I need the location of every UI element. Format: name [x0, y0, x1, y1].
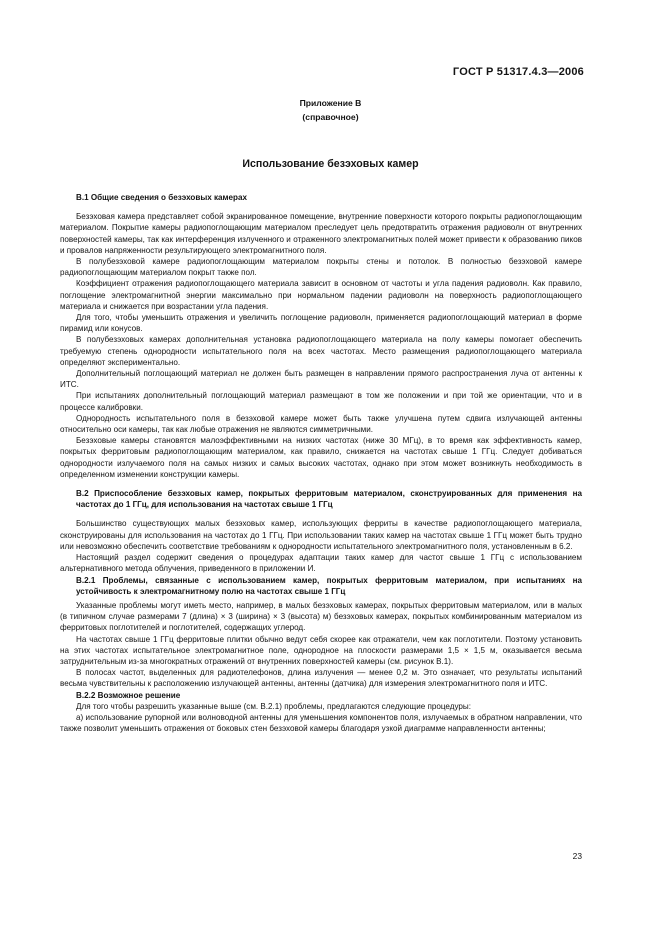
section-heading-b22: В.2.2 Возможное решение: [76, 690, 181, 700]
paragraph: Указанные проблемы могут иметь место, например, в малых безэховых камерах, покрытых ферритовым материалом, или в малых (в типичном случае размерами 7 (длина) × 3 (ширина) × 3 (высота) м) безэховых камерах, покрытых комбинированным материалом из ферритовых поглотителей и поглотителей, содержащих углерод.: [60, 600, 582, 633]
appendix-subtitle: (справочное): [302, 112, 359, 122]
appendix-label: [0, 96, 661, 124]
paragraph: Безэховые камеры становятся малоэффективными на низких частотах (ниже 30 МГц), в то время как эффективность камер, покрытых ферритовым радиопоглощающим материалом, как правило, снижается на частотах свыше 1 ГГц. Следует добиваться однородности излучаемого поля на самых низких и самых высоких частотах, однако при этом может возникнуть необходимость в определенном изменении конструкции камеры.: [60, 436, 582, 479]
paragraph: Большинство существующих малых безэховых камер, использующих ферриты в качестве радиопоглощающего материала, сконструированы для использования на частотах до 1 ГГц. При использовании таких камер на частотах свыше 1 ГГц может быть трудно или невозможно обеспечить соответствие требованиям к однородности испытательного электромагнитного поля, установленным в 6.2.: [60, 519, 582, 551]
paragraph: Для того, чтобы уменьшить отражения и увеличить поглощение радиоволн, применяется радиопоглощающий материал в форме пирамид или конусов.: [60, 313, 582, 334]
paragraph: Коэффициент отражения радиопоглощающего материала зависит в основном от частоты и угла падения радиоволн. Как правило, поглощение электромагнитной энергии максимально при нормальном падении радиоволн на поверхность радиопоглощающего материала и снижается при возрастании угла падения.: [60, 279, 582, 311]
paragraph: Безэховая камера представляет собой экранированное помещение, внутренние поверхности которого покрыты радиопоглощающим материалом. Покрытие камеры радиопоглощающим материалом преследует цель предотвратить отражения радиоволн от внутренних поверхностей камеры, так как интерференция излученного и отраженного электромагнитных полей может привести к образованию пиков и провалов напряженности результирующего электромагнитного поля.: [60, 212, 582, 255]
paragraph: На частотах свыше 1 ГГц ферритовые плитки обычно ведут себя скорее как отражатели, чем как поглотители. Поэтому установить на этих частотах испытательное электромагнитное поле, однородное на плоскости размерами 1,5 × 1,5 м, оказывается весьма затруднительным из-за многократных отражений от внутренних поверхностей камеры (см. рисунок В.1).: [60, 634, 582, 666]
appendix-title: Приложение В: [299, 98, 362, 108]
main-title: Использование безэховых камер: [242, 158, 419, 170]
paragraph: Для того чтобы разрешить указанные выше (см. В.2.1) проблемы, предлагаются следующие процедуры:: [76, 701, 471, 711]
paragraph: Дополнительный поглощающий материал не должен быть размещен в направлении прямого распространения луча от антенны к ИТС.: [60, 369, 582, 390]
paragraph: а) использование рупорной или волноводной антенны для уменьшения компонентов поля, излучаемых в обратном направлении, что также позволит уменьшить отражения от боковых стен безэховой камеры благодаря узкой диаграмме направленности антенны;: [60, 712, 582, 734]
document-code: ГОСТ Р 51317.4.3—2006: [452, 66, 584, 78]
paragraph: Настоящий раздел содержит сведения о процедурах адаптации таких камер для частот свыше 1 ГГц с использованием альтернативного метода облучения, приведенного в приложении И.: [60, 553, 582, 574]
paragraph: В полосах частот, выделенных для радиотелефонов, длина излучения — менее 0,2 м. Это означает, что результаты испытаний весьма чувствительны к расположению излучающей антенны, антенны (датчика) для измерения электромагнитного поля и ИТС.: [60, 668, 582, 689]
section-heading-b21: В.2.1 Проблемы, связанные с использованием камер, покрытых ферритовым материалом, при испытаниях на устойчивость к электромагнитному полю на частотах свыше 1 ГГц: [76, 575, 582, 596]
page-number: 23: [572, 851, 582, 861]
paragraph: В полубезэховой камере радиопоглощающим материалом покрыты стены и потолок. В полностью безэховой камере радиопоглощающим материалом покрыт также пол.: [60, 257, 582, 278]
section-heading-b2: В.2 Приспособление безэховых камер, покрытых ферритовым материалом, сконструированных для применения на частотах до 1 ГГц, для использования на частотах свыше 1 ГГц: [76, 489, 582, 510]
paragraph: В полубезэховых камерах дополнительная установка радиопоглощающего материала на полу камеры помогает обеспечить требуемую степень однородности испытательного поля на всех частотах. Место размещения радиопоглощающего материала определяют экспериментально.: [60, 335, 582, 367]
paragraph: При испытаниях дополнительный поглощающий материал размещают в том же положении и при той же ориентации, что и в процессе калибровки.: [60, 391, 582, 412]
document-body: [60, 192, 582, 734]
paragraph: Однородность испытательного поля в безэховой камере может быть также улучшена путем сдвига излучающей антенны относительно оси камеры, так как любые отражения не являются симметричными.: [60, 413, 582, 435]
section-heading-b1: В.1 Общие сведения о безэховых камерах: [76, 193, 247, 202]
